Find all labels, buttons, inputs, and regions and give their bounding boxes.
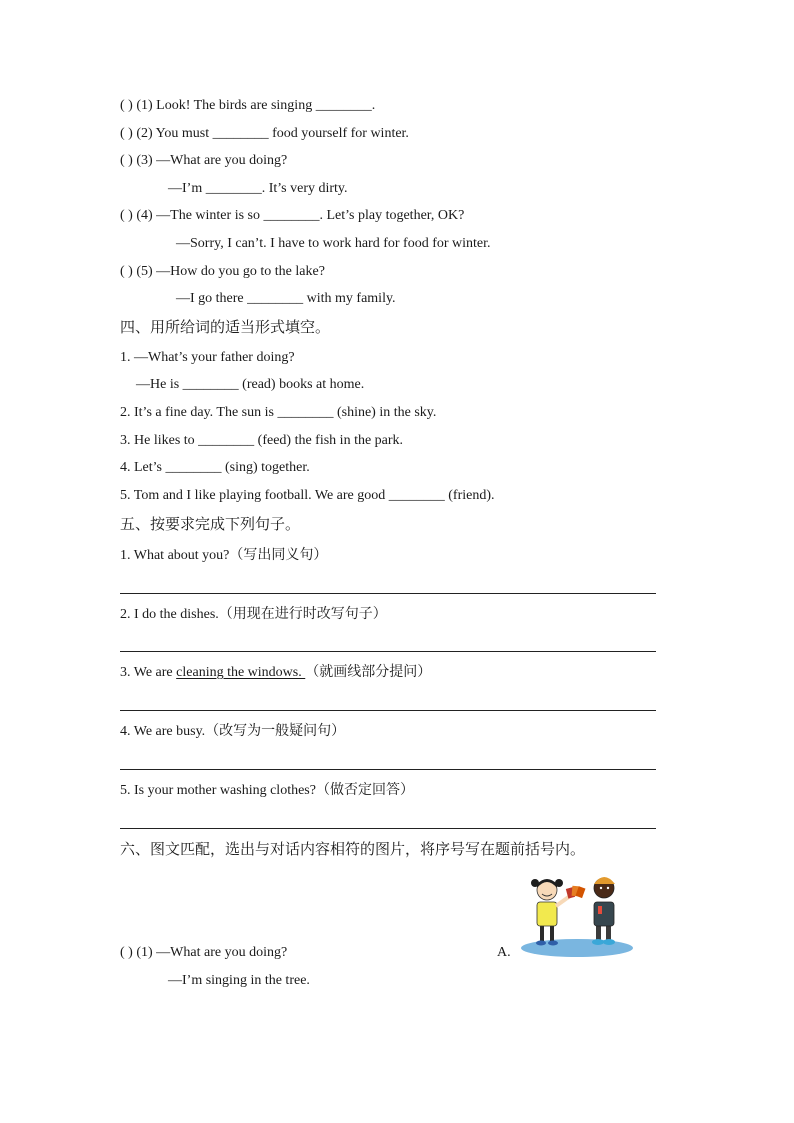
item-text: —What are you doing?: [156, 153, 288, 168]
item-number: (2): [136, 126, 153, 141]
item-text: Look! The birds are singing ________.: [156, 98, 376, 113]
s5-q4: 4. We are busy.（改写为一般疑问句）: [120, 724, 346, 739]
s3-item-5: [120, 263, 325, 281]
section4-heading: 四、用所给词的适当形式填空。: [120, 318, 331, 336]
girl-figure: [531, 879, 570, 946]
s4-q5: 5. Tom and I like playing football. We are good ________ (friend).: [120, 488, 495, 503]
item-text: —How do you go to the lake?: [156, 264, 325, 279]
s6-q1: [120, 944, 287, 962]
s3-item-2: [120, 125, 409, 143]
item-number: (1): [136, 945, 153, 960]
answer-paren: ( ): [120, 126, 133, 141]
answer-paren: ( ): [120, 208, 133, 223]
answer-line-4[interactable]: [120, 769, 656, 770]
s5-q5: 5. Is your mother washing clothes?（做否定回答）: [120, 783, 414, 798]
item-number: (5): [136, 264, 153, 279]
s4-q2: 2. It’s a fine day. The sun is ________ (shine) in the sky.: [120, 405, 437, 420]
option-a-illustration: [518, 866, 636, 958]
s5-q3: [120, 664, 431, 682]
item-text: —The winter is so ________. Let’s play together, OK?: [156, 208, 465, 223]
option-a-label: A.: [497, 945, 511, 960]
item-text: —What are you doing?: [156, 945, 288, 960]
item-number: (1): [136, 98, 153, 113]
answer-line-1[interactable]: [120, 593, 656, 594]
item-text: You must ________ food yourself for winter.: [155, 126, 409, 141]
s4-q4: 4. Let’s ________ (sing) together.: [120, 460, 310, 475]
s5-q3-prefix: 3. We are: [120, 665, 177, 680]
item-number: (4): [136, 208, 153, 223]
s3-item-3-reply: —I’m ________. It’s very dirty.: [168, 181, 348, 196]
answer-paren: ( ): [120, 945, 133, 960]
underlined-phrase: cleaning the windows.: [176, 665, 306, 680]
s4-q3: 3. He likes to ________ (feed) the fish in the park.: [120, 433, 404, 448]
s3-item-5-reply: —I go there ________ with my family.: [176, 291, 396, 306]
answer-line-2[interactable]: [120, 651, 656, 652]
s6-q1-reply: —I’m singing in the tree.: [168, 973, 310, 988]
answer-paren: ( ): [120, 264, 133, 279]
s3-item-4-reply: —Sorry, I can’t. I have to work hard for food for winter.: [176, 236, 491, 251]
s5-q3-instruction: （就画线部分提问）: [305, 665, 432, 680]
s5-q2: 2. I do the dishes.（用现在进行时改写句子）: [120, 607, 387, 622]
s4-q1-reply: —He is ________ (read) books at home.: [136, 377, 365, 392]
s3-item-3: [120, 152, 287, 170]
s3-item-4: [120, 207, 464, 225]
item-number: (3): [136, 153, 153, 168]
answer-paren: ( ): [120, 98, 133, 113]
answer-paren: ( ): [120, 153, 133, 168]
section6-heading: 六、图文匹配，选出与对话内容相符的图片，将序号写在题前括号内。: [120, 840, 586, 858]
answer-line-3[interactable]: [120, 710, 656, 711]
cards: [566, 886, 586, 899]
s4-q1: 1. —What’s your father doing?: [120, 350, 295, 365]
s3-item-1: [120, 97, 375, 115]
section5-heading: 五、按要求完成下列句子。: [120, 515, 301, 533]
answer-line-5[interactable]: [120, 828, 656, 829]
boy-figure: [592, 877, 615, 945]
s5-q1: 1. What about you?（写出同义句）: [120, 548, 328, 563]
